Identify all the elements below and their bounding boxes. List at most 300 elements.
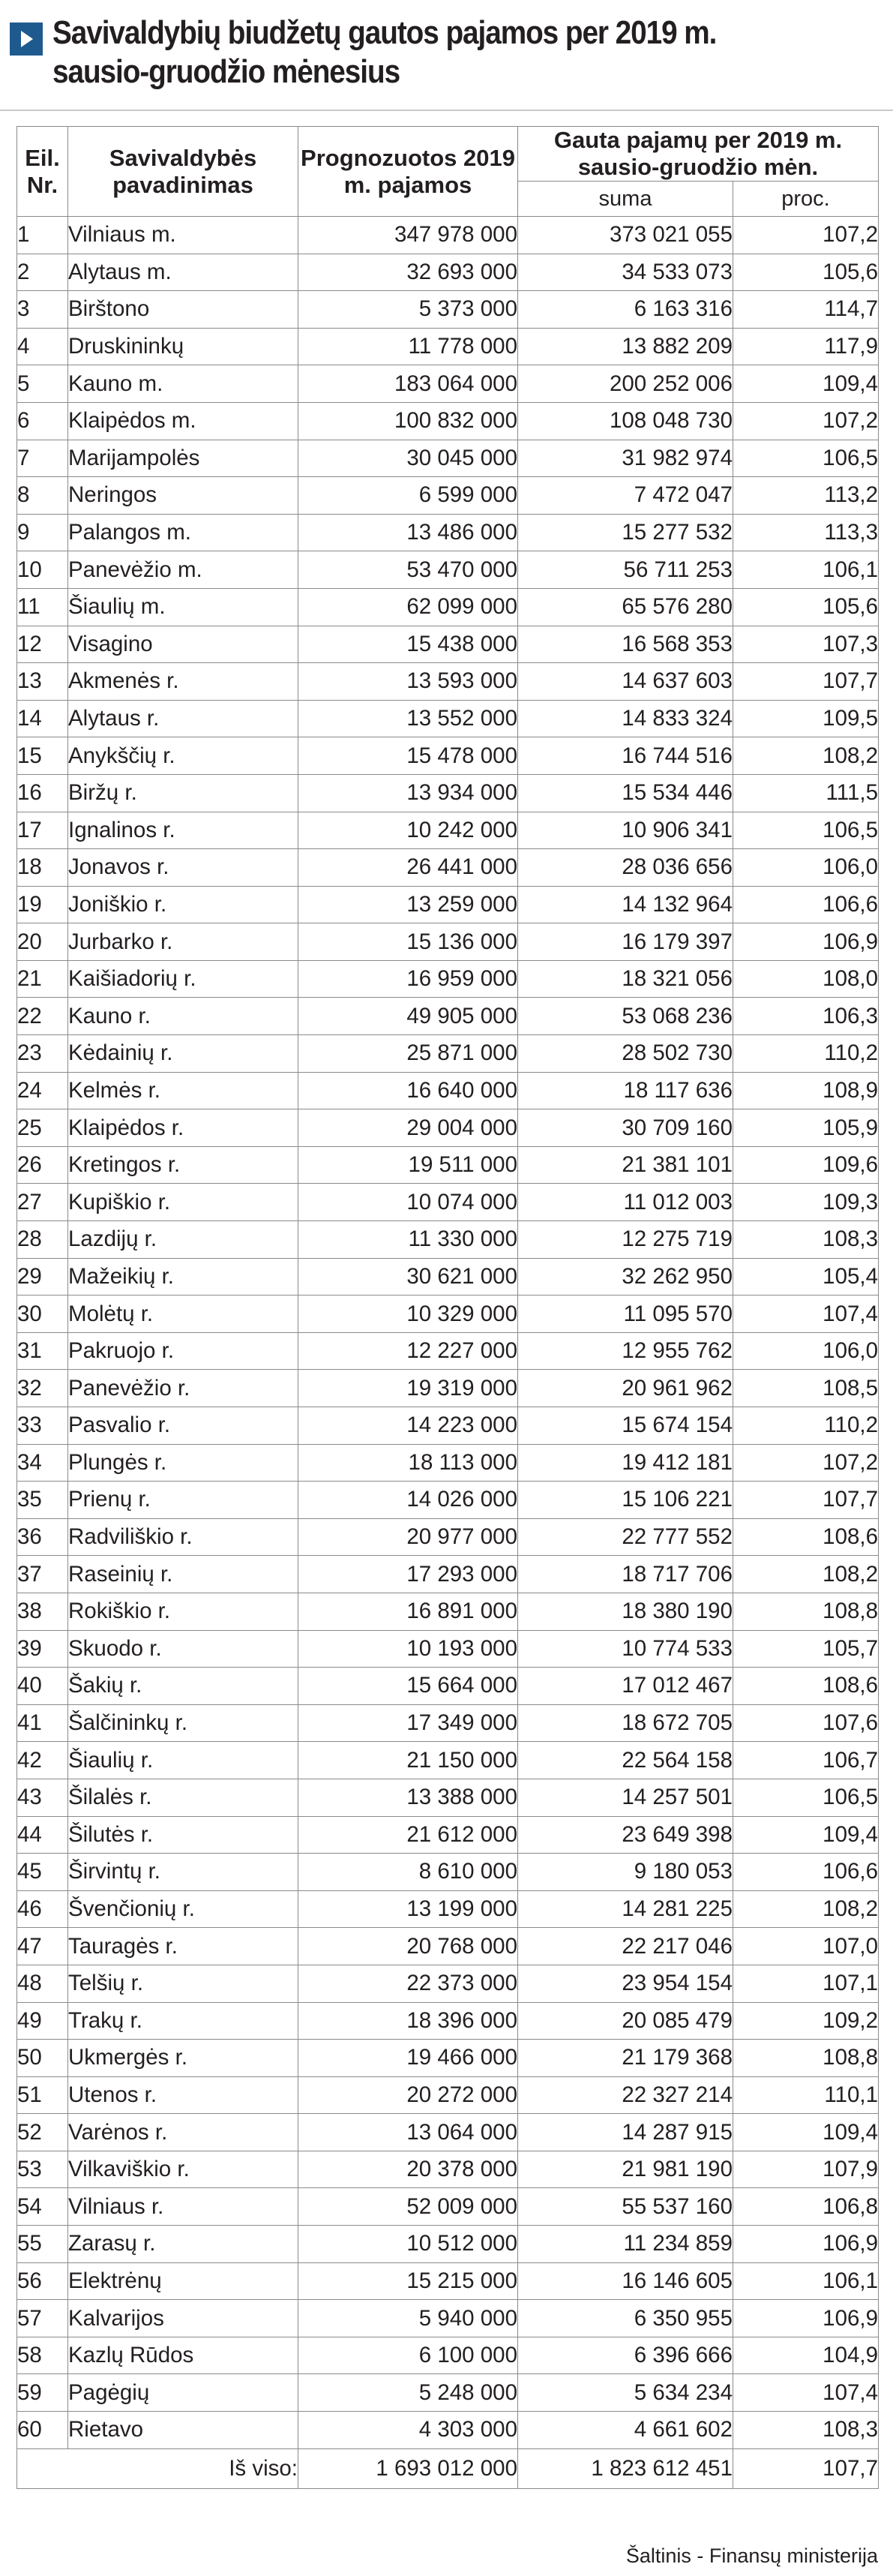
row-nr: 58 (17, 2337, 68, 2374)
row-name: Jonavos r. (68, 849, 298, 887)
row-percent: 109,4 (733, 365, 879, 403)
row-nr: 47 (17, 1928, 68, 1965)
row-nr: 46 (17, 1890, 68, 1928)
row-forecast: 29 004 000 (298, 1109, 518, 1147)
source-note: Šaltinis - Finansų ministerija (625, 2544, 878, 2567)
row-percent: 109,5 (733, 700, 879, 737)
row-percent: 108,3 (733, 2412, 879, 2449)
row-nr: 15 (17, 737, 68, 775)
table-row (17, 886, 879, 923)
row-sum: 15 106 221 (518, 1482, 733, 1519)
row-percent: 105,6 (733, 588, 879, 626)
header-percent: proc. (733, 182, 879, 217)
row-name: Panevėžio m. (68, 551, 298, 589)
row-percent: 106,5 (733, 812, 879, 849)
table-row (17, 1890, 879, 1928)
row-name: Akmenės r. (68, 663, 298, 701)
row-sum: 19 412 181 (518, 1444, 733, 1482)
header-received: Gauta pajamų per 2019 m. sausio-gruodžio mėn. (518, 127, 879, 182)
row-sum: 16 568 353 (518, 626, 733, 663)
table-row (17, 254, 879, 291)
row-sum: 20 085 479 (518, 2002, 733, 2040)
row-name: Varėnos r. (68, 2114, 298, 2151)
row-nr: 31 (17, 1332, 68, 1370)
row-percent: 107,1 (733, 1965, 879, 2002)
header-name: Savivaldybės pavadinimas (68, 127, 298, 217)
row-sum: 108 048 730 (518, 402, 733, 440)
table-row (17, 1630, 879, 1668)
row-name: Šiaulių r. (68, 1742, 298, 1779)
row-forecast: 22 373 000 (298, 1965, 518, 2002)
row-sum: 13 882 209 (518, 328, 733, 365)
row-forecast: 53 470 000 (298, 551, 518, 589)
play-marker-icon (10, 23, 43, 56)
revenue-table (16, 126, 879, 2489)
row-sum: 5 634 234 (518, 2374, 733, 2412)
row-nr: 35 (17, 1482, 68, 1519)
row-forecast: 21 612 000 (298, 1816, 518, 1854)
row-forecast: 13 486 000 (298, 514, 518, 551)
row-percent: 106,5 (733, 440, 879, 477)
row-sum: 21 381 101 (518, 1146, 733, 1184)
row-percent: 109,3 (733, 1184, 879, 1221)
row-forecast: 30 045 000 (298, 440, 518, 477)
row-forecast: 183 064 000 (298, 365, 518, 403)
row-name: Vilniaus r. (68, 2188, 298, 2226)
row-nr: 52 (17, 2114, 68, 2151)
row-percent: 105,4 (733, 1258, 879, 1296)
row-forecast: 14 223 000 (298, 1407, 518, 1445)
row-name: Kelmės r. (68, 1072, 298, 1109)
row-percent: 105,9 (733, 1109, 879, 1147)
row-nr: 1 (17, 217, 68, 254)
table-row (17, 2151, 879, 2188)
row-name: Marijampolės (68, 440, 298, 477)
table-row (17, 402, 879, 440)
row-percent: 106,6 (733, 886, 879, 923)
row-name: Alytaus r. (68, 700, 298, 737)
row-sum: 15 674 154 (518, 1407, 733, 1445)
row-sum: 14 257 501 (518, 1779, 733, 1816)
table-row (17, 2300, 879, 2337)
row-nr: 26 (17, 1146, 68, 1184)
row-sum: 20 961 962 (518, 1370, 733, 1407)
row-sum: 15 534 446 (518, 774, 733, 812)
table-row (17, 2337, 879, 2374)
row-name: Elektrėnų (68, 2262, 298, 2300)
row-nr: 60 (17, 2412, 68, 2449)
row-nr: 19 (17, 886, 68, 923)
row-percent: 107,9 (733, 2151, 879, 2188)
table-row (17, 328, 879, 365)
row-sum: 16 146 605 (518, 2262, 733, 2300)
row-forecast: 18 396 000 (298, 2002, 518, 2040)
row-forecast: 16 959 000 (298, 960, 518, 998)
row-name: Rietavo (68, 2412, 298, 2449)
row-sum: 18 672 705 (518, 1704, 733, 1742)
table-row (17, 1556, 879, 1593)
table-row (17, 1816, 879, 1854)
row-forecast: 20 768 000 (298, 1928, 518, 1965)
row-forecast: 20 272 000 (298, 2076, 518, 2114)
table-row (17, 1296, 879, 1333)
row-sum: 10 774 533 (518, 1630, 733, 1668)
table-row (17, 2262, 879, 2300)
row-percent: 110,2 (733, 1407, 879, 1445)
total-forecast: 1 693 012 000 (298, 2448, 518, 2488)
row-percent: 105,6 (733, 254, 879, 291)
row-sum: 65 576 280 (518, 588, 733, 626)
total-row (17, 2448, 879, 2488)
row-nr: 34 (17, 1444, 68, 1482)
row-forecast: 5 248 000 (298, 2374, 518, 2412)
row-nr: 20 (17, 923, 68, 961)
row-name: Šilutės r. (68, 1816, 298, 1854)
row-sum: 14 833 324 (518, 700, 733, 737)
row-sum: 21 179 368 (518, 2040, 733, 2077)
row-forecast: 62 099 000 (298, 588, 518, 626)
total-percent: 107,7 (733, 2448, 879, 2488)
row-nr: 18 (17, 849, 68, 887)
row-sum: 22 777 552 (518, 1518, 733, 1556)
row-name: Prienų r. (68, 1482, 298, 1519)
total-label: Iš viso: (17, 2448, 298, 2488)
row-sum: 6 163 316 (518, 291, 733, 329)
row-sum: 14 132 964 (518, 886, 733, 923)
row-sum: 34 533 073 (518, 254, 733, 291)
table-row (17, 1779, 879, 1816)
row-name: Panevėžio r. (68, 1370, 298, 1407)
row-nr: 40 (17, 1668, 68, 1705)
row-percent: 106,1 (733, 2262, 879, 2300)
row-nr: 28 (17, 1221, 68, 1259)
row-sum: 23 649 398 (518, 1816, 733, 1854)
row-nr: 39 (17, 1630, 68, 1668)
row-sum: 14 281 225 (518, 1890, 733, 1928)
table-row (17, 1704, 879, 1742)
row-sum: 16 744 516 (518, 737, 733, 775)
row-nr: 59 (17, 2374, 68, 2412)
row-sum: 22 564 158 (518, 1742, 733, 1779)
row-name: Kalvarijos (68, 2300, 298, 2337)
row-forecast: 16 891 000 (298, 1593, 518, 1630)
row-sum: 15 277 532 (518, 514, 733, 551)
table-row (17, 812, 879, 849)
table-row (17, 477, 879, 515)
row-percent: 107,7 (733, 663, 879, 701)
row-sum: 22 217 046 (518, 1928, 733, 1965)
row-nr: 4 (17, 328, 68, 365)
table-row (17, 998, 879, 1035)
row-forecast: 18 113 000 (298, 1444, 518, 1482)
row-forecast: 11 330 000 (298, 1221, 518, 1259)
table-row (17, 291, 879, 329)
row-name: Utenos r. (68, 2076, 298, 2114)
total-sum: 1 823 612 451 (518, 2448, 733, 2488)
table-row (17, 365, 879, 403)
row-nr: 36 (17, 1518, 68, 1556)
row-forecast: 49 905 000 (298, 998, 518, 1035)
table-row (17, 588, 879, 626)
table-row (17, 1928, 879, 1965)
row-sum: 17 012 467 (518, 1668, 733, 1705)
row-forecast: 19 466 000 (298, 2040, 518, 2077)
page-title: Savivaldybių biudžetų gautos pajamos per 2019 m. sausio-gruodžio mėnesius (52, 14, 717, 90)
row-nr: 44 (17, 1816, 68, 1854)
row-name: Vilniaus m. (68, 217, 298, 254)
row-percent: 108,0 (733, 960, 879, 998)
row-sum: 9 180 053 (518, 1854, 733, 1891)
header-divider (0, 110, 893, 111)
table-row (17, 1854, 879, 1891)
row-sum: 6 396 666 (518, 2337, 733, 2374)
table-row (17, 1035, 879, 1073)
row-percent: 107,2 (733, 1444, 879, 1482)
row-name: Kėdainių r. (68, 1035, 298, 1073)
row-percent: 109,4 (733, 1816, 879, 1854)
row-nr: 29 (17, 1258, 68, 1296)
table-row (17, 1742, 879, 1779)
row-forecast: 20 378 000 (298, 2151, 518, 2188)
row-name: Visagino (68, 626, 298, 663)
table-row (17, 1965, 879, 2002)
table-row (17, 1518, 879, 1556)
row-forecast: 10 074 000 (298, 1184, 518, 1221)
row-sum: 4 661 602 (518, 2412, 733, 2449)
row-name: Anykščių r. (68, 737, 298, 775)
row-sum: 18 321 056 (518, 960, 733, 998)
table-row (17, 774, 879, 812)
row-percent: 114,7 (733, 291, 879, 329)
row-percent: 104,9 (733, 2337, 879, 2374)
row-sum: 16 179 397 (518, 923, 733, 961)
row-nr: 57 (17, 2300, 68, 2337)
row-percent: 108,6 (733, 1518, 879, 1556)
row-sum: 11 234 859 (518, 2226, 733, 2263)
page-header (0, 0, 893, 111)
row-sum: 12 955 762 (518, 1332, 733, 1370)
row-percent: 106,0 (733, 849, 879, 887)
row-nr: 2 (17, 254, 68, 291)
row-name: Molėtų r. (68, 1296, 298, 1333)
row-nr: 13 (17, 663, 68, 701)
row-forecast: 13 934 000 (298, 774, 518, 812)
row-forecast: 21 150 000 (298, 1742, 518, 1779)
row-forecast: 30 621 000 (298, 1258, 518, 1296)
row-nr: 48 (17, 1965, 68, 2002)
row-name: Pagėgių (68, 2374, 298, 2412)
row-name: Pakruojo r. (68, 1332, 298, 1370)
row-percent: 106,1 (733, 551, 879, 589)
row-forecast: 100 832 000 (298, 402, 518, 440)
row-name: Palangos m. (68, 514, 298, 551)
table-row (17, 1593, 879, 1630)
row-percent: 117,9 (733, 328, 879, 365)
row-forecast: 16 640 000 (298, 1072, 518, 1109)
row-percent: 106,0 (733, 1332, 879, 1370)
row-nr: 10 (17, 551, 68, 589)
row-name: Kauno m. (68, 365, 298, 403)
table-row (17, 1668, 879, 1705)
table-row (17, 1258, 879, 1296)
row-name: Tauragės r. (68, 1928, 298, 1965)
row-forecast: 13 199 000 (298, 1890, 518, 1928)
row-forecast: 26 441 000 (298, 849, 518, 887)
table-row (17, 440, 879, 477)
row-percent: 105,7 (733, 1630, 879, 1668)
row-nr: 5 (17, 365, 68, 403)
row-percent: 107,3 (733, 626, 879, 663)
row-percent: 108,8 (733, 2040, 879, 2077)
row-percent: 107,2 (733, 217, 879, 254)
row-forecast: 13 064 000 (298, 2114, 518, 2151)
row-forecast: 20 977 000 (298, 1518, 518, 1556)
row-percent: 108,9 (733, 1072, 879, 1109)
row-name: Klaipėdos r. (68, 1109, 298, 1147)
row-name: Pasvalio r. (68, 1407, 298, 1445)
row-nr: 9 (17, 514, 68, 551)
row-name: Lazdijų r. (68, 1221, 298, 1259)
row-name: Kupiškio r. (68, 1184, 298, 1221)
table-row (17, 2040, 879, 2077)
row-nr: 32 (17, 1370, 68, 1407)
header-forecast: Prognozuotos 2019 m. pajamos (298, 127, 518, 217)
row-sum: 10 906 341 (518, 812, 733, 849)
row-sum: 6 350 955 (518, 2300, 733, 2337)
row-forecast: 52 009 000 (298, 2188, 518, 2226)
row-sum: 373 021 055 (518, 217, 733, 254)
table-row (17, 1072, 879, 1109)
table-row (17, 1109, 879, 1147)
row-percent: 108,2 (733, 1556, 879, 1593)
row-sum: 7 472 047 (518, 477, 733, 515)
row-forecast: 5 373 000 (298, 291, 518, 329)
row-forecast: 13 388 000 (298, 1779, 518, 1816)
row-percent: 107,0 (733, 1928, 879, 1965)
row-forecast: 14 026 000 (298, 1482, 518, 1519)
row-nr: 11 (17, 588, 68, 626)
row-forecast: 13 552 000 (298, 700, 518, 737)
row-percent: 108,2 (733, 1890, 879, 1928)
row-forecast: 17 349 000 (298, 1704, 518, 1742)
row-name: Zarasų r. (68, 2226, 298, 2263)
row-forecast: 25 871 000 (298, 1035, 518, 1073)
row-forecast: 15 136 000 (298, 923, 518, 961)
table-row (17, 960, 879, 998)
row-sum: 22 327 214 (518, 2076, 733, 2114)
row-nr: 37 (17, 1556, 68, 1593)
row-forecast: 8 610 000 (298, 1854, 518, 1891)
row-percent: 106,9 (733, 923, 879, 961)
row-percent: 106,5 (733, 1779, 879, 1816)
table-row (17, 2412, 879, 2449)
table-row (17, 2226, 879, 2263)
row-sum: 18 380 190 (518, 1593, 733, 1630)
row-nr: 49 (17, 2002, 68, 2040)
row-nr: 30 (17, 1296, 68, 1333)
row-forecast: 13 259 000 (298, 886, 518, 923)
row-name: Ukmergės r. (68, 2040, 298, 2077)
row-forecast: 15 438 000 (298, 626, 518, 663)
table-row (17, 849, 879, 887)
row-name: Mažeikių r. (68, 1258, 298, 1296)
row-forecast: 17 293 000 (298, 1556, 518, 1593)
row-sum: 18 117 636 (518, 1072, 733, 1109)
row-name: Rokiškio r. (68, 1593, 298, 1630)
row-percent: 107,7 (733, 1482, 879, 1519)
row-name: Jurbarko r. (68, 923, 298, 961)
row-nr: 43 (17, 1779, 68, 1816)
row-name: Klaipėdos m. (68, 402, 298, 440)
row-name: Plungės r. (68, 1444, 298, 1482)
row-name: Joniškio r. (68, 886, 298, 923)
row-name: Ignalinos r. (68, 812, 298, 849)
row-sum: 14 637 603 (518, 663, 733, 701)
row-forecast: 6 100 000 (298, 2337, 518, 2374)
row-nr: 42 (17, 1742, 68, 1779)
table-row (17, 1444, 879, 1482)
table-row (17, 626, 879, 663)
row-forecast: 15 478 000 (298, 737, 518, 775)
table-row (17, 551, 879, 589)
row-sum: 12 275 719 (518, 1221, 733, 1259)
row-name: Skuodo r. (68, 1630, 298, 1668)
table-row (17, 1184, 879, 1221)
row-forecast: 15 664 000 (298, 1668, 518, 1705)
table-row (17, 700, 879, 737)
table-row (17, 1370, 879, 1407)
row-nr: 23 (17, 1035, 68, 1073)
row-sum: 18 717 706 (518, 1556, 733, 1593)
table-row (17, 2002, 879, 2040)
row-percent: 113,2 (733, 477, 879, 515)
table-row (17, 1221, 879, 1259)
row-forecast: 5 940 000 (298, 2300, 518, 2337)
row-nr: 54 (17, 2188, 68, 2226)
row-name: Vilkaviškio r. (68, 2151, 298, 2188)
row-nr: 16 (17, 774, 68, 812)
row-name: Širvintų r. (68, 1854, 298, 1891)
row-forecast: 19 511 000 (298, 1146, 518, 1184)
row-percent: 106,3 (733, 998, 879, 1035)
row-nr: 53 (17, 2151, 68, 2188)
table-row (17, 2114, 879, 2151)
row-name: Radviliškio r. (68, 1518, 298, 1556)
row-percent: 106,9 (733, 2300, 879, 2337)
row-nr: 27 (17, 1184, 68, 1221)
row-nr: 21 (17, 960, 68, 998)
row-nr: 14 (17, 700, 68, 737)
row-forecast: 4 303 000 (298, 2412, 518, 2449)
row-name: Raseinių r. (68, 1556, 298, 1593)
row-nr: 51 (17, 2076, 68, 2114)
row-percent: 106,7 (733, 1742, 879, 1779)
row-name: Kauno r. (68, 998, 298, 1035)
row-name: Šakių r. (68, 1668, 298, 1705)
row-sum: 11 095 570 (518, 1296, 733, 1333)
row-percent: 109,6 (733, 1146, 879, 1184)
row-sum: 53 068 236 (518, 998, 733, 1035)
row-forecast: 10 242 000 (298, 812, 518, 849)
row-percent: 108,8 (733, 1593, 879, 1630)
row-forecast: 11 778 000 (298, 328, 518, 365)
row-nr: 38 (17, 1593, 68, 1630)
row-nr: 24 (17, 1072, 68, 1109)
row-name: Švenčionių r. (68, 1890, 298, 1928)
row-name: Neringos (68, 477, 298, 515)
row-nr: 56 (17, 2262, 68, 2300)
row-nr: 7 (17, 440, 68, 477)
